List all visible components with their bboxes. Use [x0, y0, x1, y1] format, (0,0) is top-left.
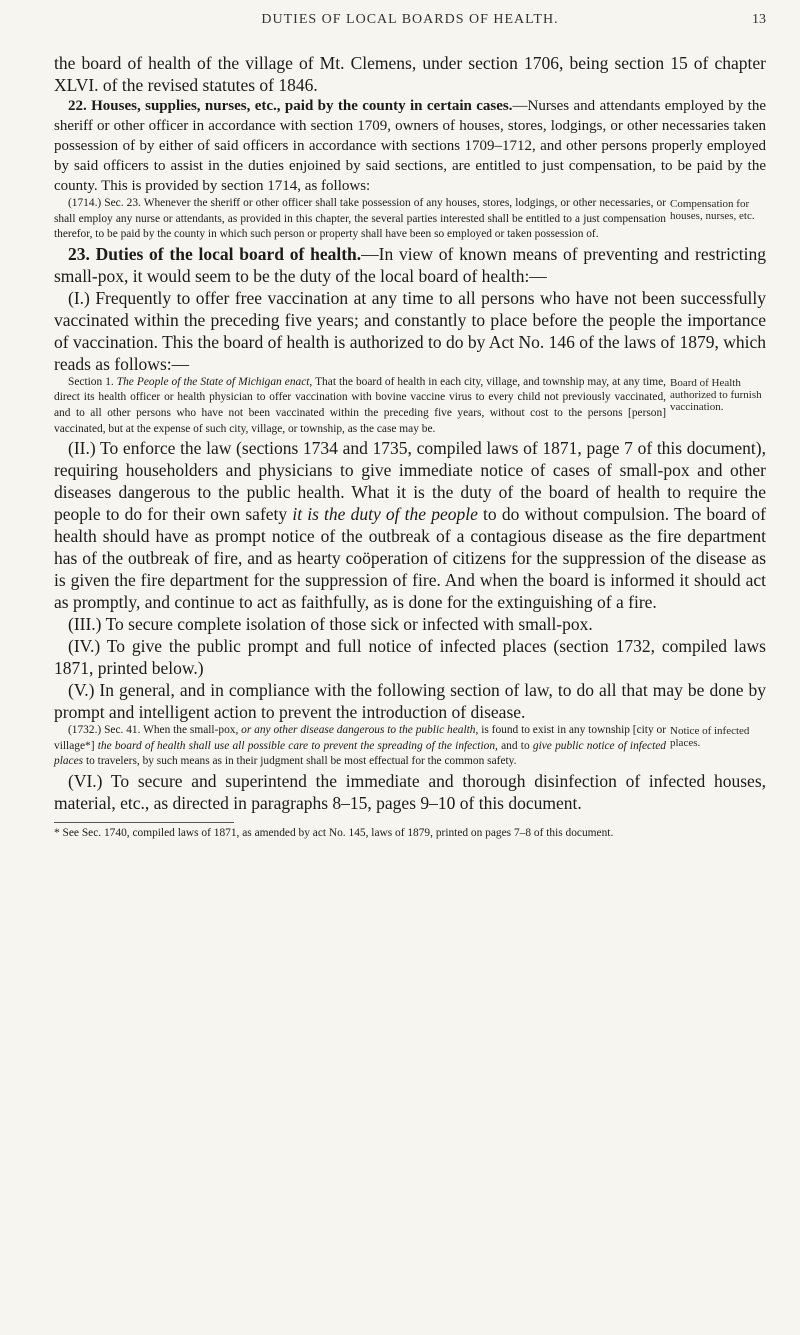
section-22-text: —Nurses and attendants employed by the sheriff or other officer in accordance with section 1709, owners of houses, stores, lodgings, or other necessaries taken possession of by either of said officers in accordance with sections 1709–1712, and other persons properly employed by said officers to assist in the duties enjoined by said sections, are entitled to just compensation, to be paid by the county. This is provided by section 1714, as follows: [54, 98, 766, 194]
duty-2-emphasis: it is the duty of the people [292, 504, 478, 525]
page-header [54, 12, 766, 34]
statute-1732-part-b: or any other disease dangerous to the public health, [241, 724, 479, 737]
statute-1714 [54, 196, 766, 243]
statute-1732-part-e: and to [497, 739, 533, 752]
paragraph-23 [54, 243, 766, 287]
section-23-heading: 23. Duties of the local board of health. [68, 243, 362, 264]
paragraph-continued: the board of health of the village of Mt. Clemens, under section 1706, being section 15 of chapter XLVI. of the revised statutes of 1846. [54, 53, 766, 95]
duty-1: (I.) Frequently to offer free vaccination at any time to all persons who have not been successfully vaccinated within the preceding five years; and constantly to place before the people the importance of vaccination. This the board of health is authorized to do by Act No. 146 of the laws of 1879, which reads as follows:— [54, 287, 766, 374]
duty-4: (IV.) To give the public prompt and full notice of infected places (section 1732, compiled laws 1871, printed below.) [54, 636, 766, 679]
section-1-text: That the board of health in each city, village, and township may, at any time, direct its health officer or health physician to offer vaccination with bovine vaccine virus to every child not previously vaccinated, and to all other persons who have not been vaccinated within the preceding five years, without cost to the persons [person] vaccinated, but at the expense of such city, village, or township, as the case may be. [54, 375, 666, 435]
footnote: * See Sec. 1740, compiled laws of 1871, as amended by act No. 145, laws of 1879, printed on pages 7–8 of this document. [54, 826, 614, 839]
margin-note-infected-places: Notice of infected places. [670, 725, 750, 750]
page-number: 13 [752, 12, 766, 27]
statute-act-146-text [54, 375, 666, 437]
paragraph-22 [54, 96, 766, 196]
section-1-label: Section 1. [68, 375, 117, 388]
statute-1732-part-a: (1732.) Sec. 41. When the small-pox, [68, 724, 242, 737]
duty-2-text-a: (II.) To enforce the law (sections 1734 and 1735, compiled laws of 1871, page 7 of this document), requiring householders and physicians to give immediate notice of cases of small-pox and other diseases dangerous to the public health. What it is the duty of the board of health to require the people to do for their own safety [54, 438, 766, 525]
statute-1732 [54, 723, 766, 770]
duty-2-text-b: to do without compulsion. The board of health should have as prompt notice of the outbreak of a contagious disease as the fire department has of the outbreak of fire, and as hearty coöperation of citizens for the suppression of the disease as is given the fire department for the suppression of fire. And when the board is informed it should act as promptly, and continue to act as faithfully, as is done for the extinguishing of a fire. [54, 504, 766, 613]
section-22-heading: 22. Houses, supplies, nurses, etc., paid by the county in certain cases. [68, 98, 513, 114]
margin-note-compensation: Compensation for houses, nurses, etc. [670, 198, 755, 222]
footnote-rule [54, 822, 234, 823]
statute-1732-part-c: is found to exist in any township [city or village*] [54, 724, 666, 752]
duty-5: (V.) In general, and in compliance with the following section of law, to do all that may be done by prompt and intelligent action to prevent the introduction of disease. [54, 680, 766, 723]
page-body [54, 52, 766, 842]
statute-1732-part-f: give public notice of infected places [54, 739, 666, 768]
margin-note-vaccination: Board of Health authorized to furnish vaccination. [670, 376, 762, 413]
section-23-text: —In view of known means of preventing and restricting small-pox, it would seem to be the duty of the local board of health:— [54, 243, 766, 286]
duty-2 [54, 437, 766, 613]
statute-1732-part-g: to travelers, by such means as in their judgment shall be most effectual for the common safety. [83, 755, 517, 768]
duty-6: (VI.) To secure and superintend the immediate and thorough disinfection of infected houses, material, etc., as directed in paragraphs 8–15, pages 9–10 of this document. [54, 770, 766, 813]
statute-1732-text [54, 723, 666, 770]
statute-1714-text: (1714.) Sec. 23. Whenever the sheriff or other officer shall take possession of any houses, stores, lodgings, or other necessaries, or shall employ any nurse or attendants, as provided in this chapter, the several parties interested shall be entitled to a just compensation therefor, to be paid by the county in which such person or property shall have been so employed or taken possession of. [54, 197, 666, 241]
statute-1732-part-d: the board of health shall use all possible care to prevent the spreading of the infection, [97, 739, 498, 752]
duty-3: (III.) To secure complete isolation of those sick or infected with small-pox. [68, 614, 593, 635]
running-title: DUTIES OF LOCAL BOARDS OF HEALTH. [261, 12, 559, 27]
statute-act-146 [54, 375, 766, 437]
enacting-clause: The People of the State of Michigan enact, [116, 375, 313, 388]
